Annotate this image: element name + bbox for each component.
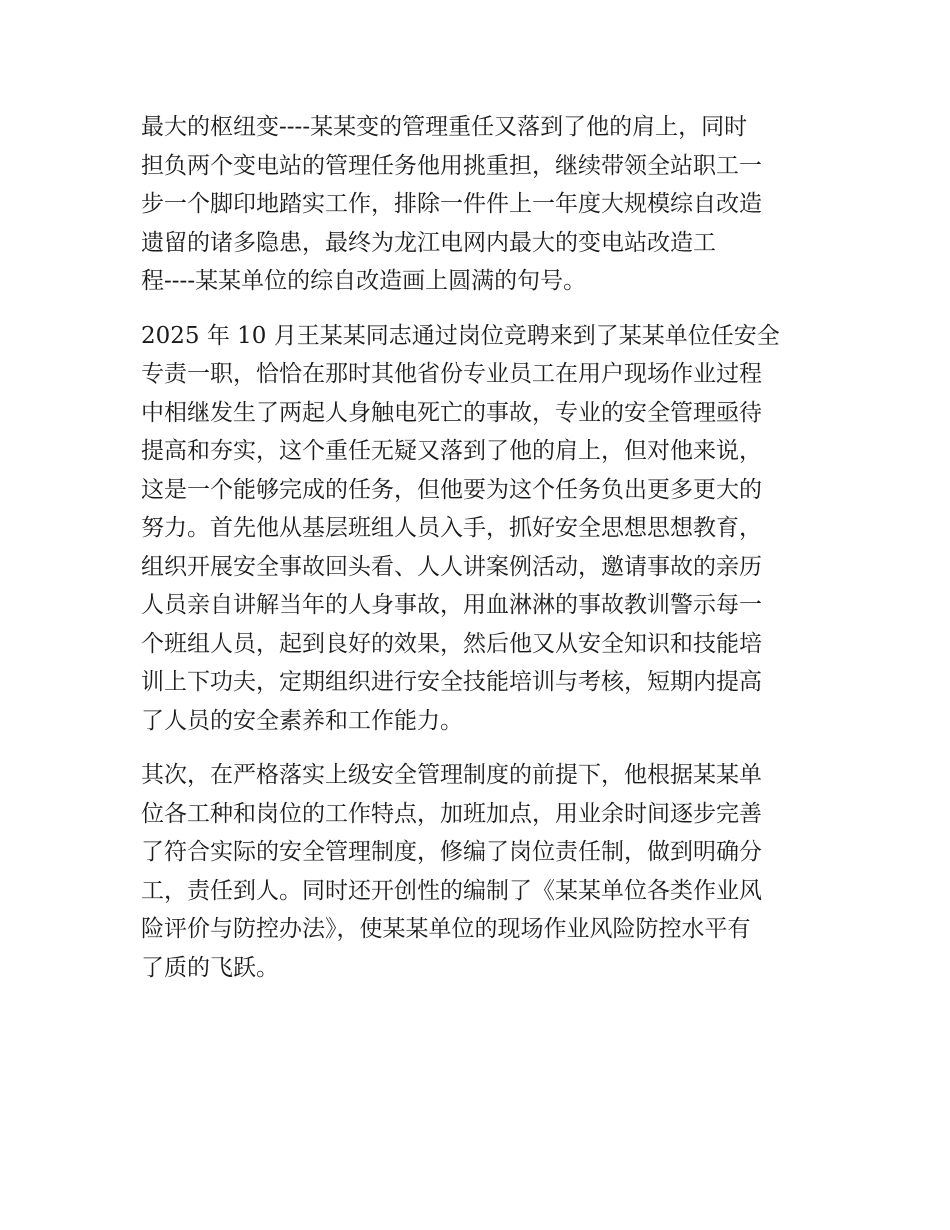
text-line: 了符合实际的安全管理制度，修编了岗位责任制，做到明确分 bbox=[141, 839, 762, 865]
paragraph-2 bbox=[141, 317, 813, 741]
text-line: 2025 年 10 月王某某同志通过岗位竞聘来到了某某单位任安全 bbox=[141, 322, 780, 349]
paragraph-1 bbox=[141, 108, 813, 301]
text-line: 努力。首先他从基层班组人员入手，抓好安全思想思想教育， bbox=[141, 515, 762, 541]
text-line: 险评价与防控办法》，使某某单位的现场作业风险防控水平有 bbox=[141, 916, 751, 942]
text-line: 担负两个变电站的管理任务他用挑重担，继续带领全站职工一 bbox=[141, 152, 762, 179]
text-line: 位各工种和岗位的工作特点，加班加点，用业余时间逐步完善 bbox=[141, 800, 762, 827]
text-line: 中相继发生了两起人身触电死亡的事故，专业的安全管理亟待 bbox=[141, 399, 762, 426]
document-body bbox=[141, 108, 813, 1003]
text-line: 最大的枢纽变----某某变的管理重任又落到了他的肩上，同时 bbox=[141, 114, 748, 140]
text-line: 专责一职，恰恰在那时其他省份专业员工在用户现场作业过程 bbox=[141, 361, 762, 387]
text-line: 工，责任到人。同时还开创性的编制了《某某单位各类作业风 bbox=[141, 877, 762, 904]
text-line: 人员亲自讲解当年的人身事故，用血淋淋的事故教训警示每一 bbox=[141, 592, 762, 618]
text-line: 提高和夯实，这个重任无疑又落到了他的肩上，但对他来说， bbox=[141, 438, 762, 464]
text-line: 个班组人员，起到良好的效果，然后他又从安全知识和技能培 bbox=[141, 630, 762, 657]
paragraph-3 bbox=[141, 756, 813, 987]
text-line: 遗留的诸多隐患，最终为龙江电网内最大的变电站改造工 bbox=[141, 229, 716, 256]
text-line: 步一个脚印地踏实工作，排除一件件上一年度大规模综自改造 bbox=[141, 191, 762, 217]
text-line: 其次，在严格落实上级安全管理制度的前提下，他根据某某单 bbox=[141, 762, 762, 788]
text-line: 了人员的安全素养和工作能力。 bbox=[141, 707, 463, 734]
text-line: 了质的飞跃。 bbox=[141, 954, 279, 981]
text-line: 训上下功夫，定期组织进行安全技能培训与考核，短期内提高 bbox=[141, 669, 762, 695]
text-line: 这是一个能够完成的任务，但他要为这个任务负出更多更大的 bbox=[141, 476, 762, 503]
text-line: 组织开展安全事故回头看、人人讲案例活动，邀请事故的亲历 bbox=[141, 553, 762, 580]
text-line: 程----某某单位的综自改造画上圆满的句号。 bbox=[141, 268, 587, 294]
